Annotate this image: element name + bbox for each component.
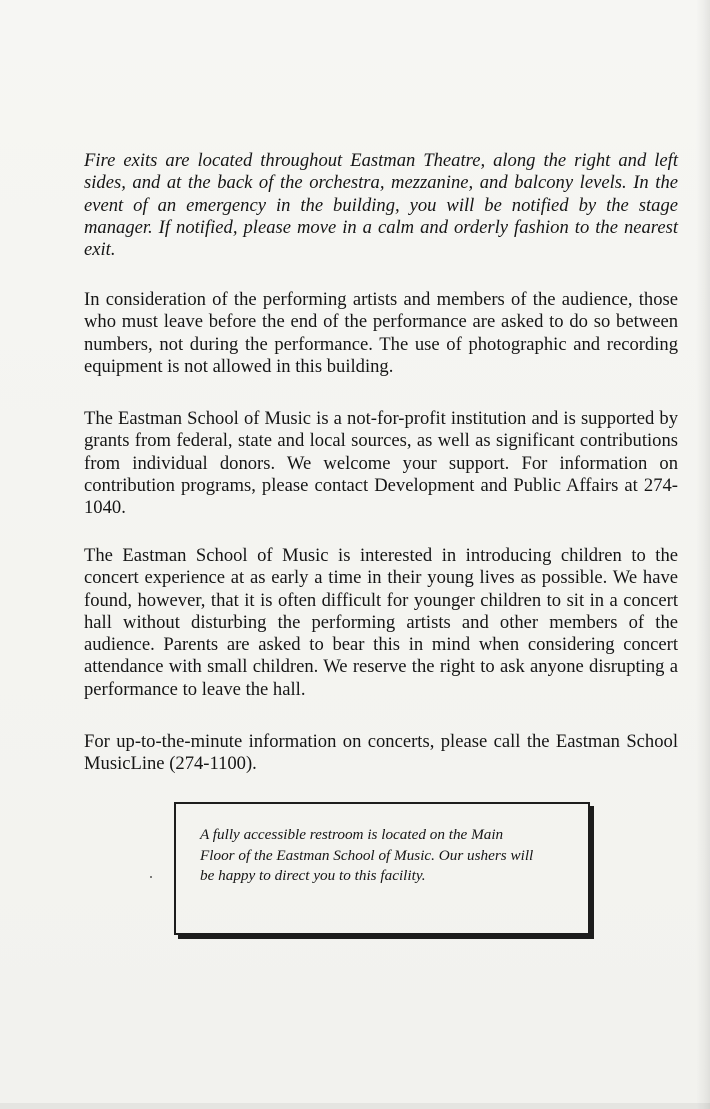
nonprofit-support-paragraph: The Eastman School of Music is a not-for-profit institution and is supported by grants from federal, state and local sources, as well as significant contributions from individual donors. We welcome your support. For information on contribution programs, please contact Development and Public Affairs at 274-1040. xyxy=(84,408,678,519)
audience-consideration-paragraph: In consideration of the performing artists and members of the audience, those who must leave before the end of the performance are asked to do so between numbers, not during the performance. The use of photographic and recording equipment is not allowed in this building. xyxy=(84,289,678,377)
restroom-notice-text: A fully accessible restroom is located on the Main Floor of the Eastman School of Music. Our ushers will be happy to direct you to this facility. xyxy=(200,826,534,884)
restroom-notice-box xyxy=(174,802,590,935)
page-bottom-shadow xyxy=(0,1103,710,1109)
paper-speck xyxy=(150,876,152,878)
page-edge-shadow xyxy=(696,0,710,1109)
musicline-paragraph: For up-to-the-minute information on concerts, please call the Eastman School MusicLine (274-1100). xyxy=(84,731,678,775)
fire-exits-paragraph: Fire exits are located throughout Eastman Theatre, along the right and left sides, and at the back of the orchestra, mezzanine, and balcony levels. In the event of an emergency in the building, you will be notified by the stage manager. If notified, please move in a calm and orderly fashion to the nearest exit. xyxy=(84,150,678,261)
children-attendance-paragraph: The Eastman School of Music is interested in introducing children to the concert experience at as early a time in their young lives as possible. We have found, however, that it is often difficult for younger children to sit in a concert hall without disturbing the performing artists and other members of the audience. Parents are asked to bear this in mind when considering concert attendance with small children. We reserve the right to ask anyone disrupting a performance to leave the hall. xyxy=(84,545,678,700)
